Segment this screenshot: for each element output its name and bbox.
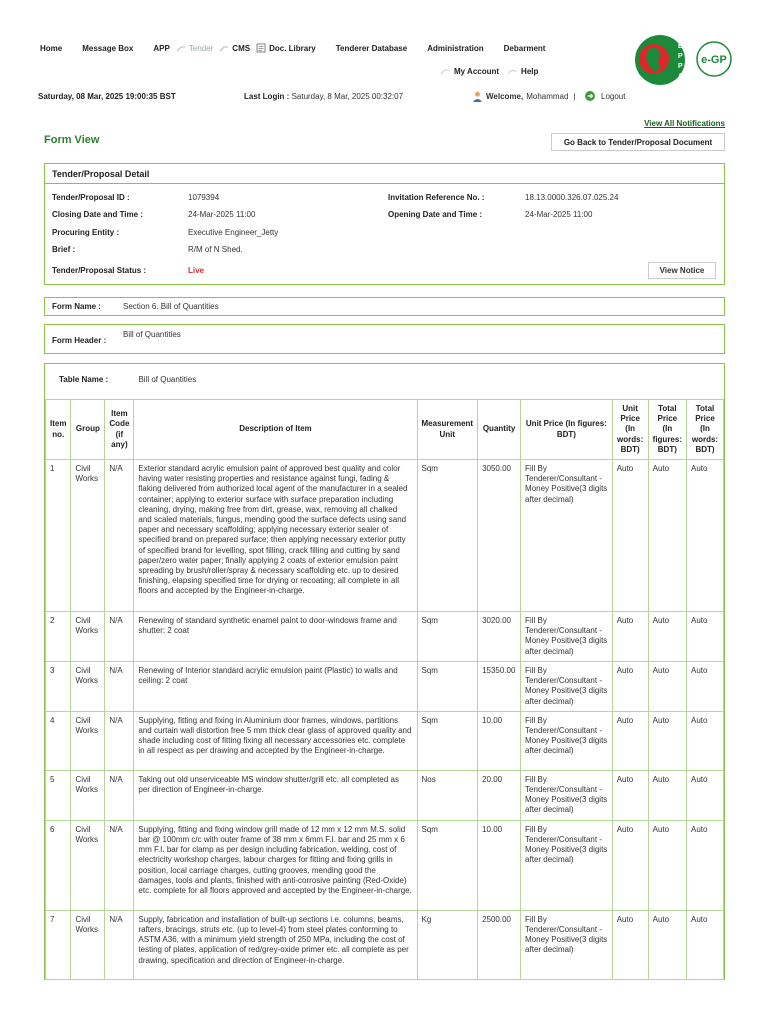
user-icon xyxy=(472,91,483,102)
nav-doc-library-label: Doc. Library xyxy=(269,43,316,53)
cell-group: Civil Works xyxy=(71,662,105,712)
welcome-separator: | xyxy=(573,91,576,101)
cell-item-no: 5 xyxy=(46,770,71,820)
cell-unit-price-words: Auto xyxy=(612,460,648,612)
cell-unit-price-words: Auto xyxy=(612,910,648,979)
cell-description: Taking out old unserviceable MS window shutter/grill etc. all completed as per direction of Engineer-in-charge. xyxy=(134,770,417,820)
nav-help[interactable] xyxy=(507,66,538,76)
invitation-ref-value: 18.13.0000.326.07.025.24 xyxy=(525,193,619,202)
cell-unit-price-words: Auto xyxy=(612,612,648,662)
table-row xyxy=(46,910,724,979)
cell-item-code: N/A xyxy=(105,612,134,662)
table-row xyxy=(46,460,724,612)
closing-date-label: Closing Date and Time : xyxy=(52,210,143,219)
cell-quantity: 10.00 xyxy=(478,820,521,910)
top-navigation xyxy=(40,42,618,54)
header-total-price-words: Total Price (In words: BDT) xyxy=(687,400,724,460)
opening-date-label: Opening Date and Time : xyxy=(388,210,483,219)
cell-unit: Nos xyxy=(417,770,478,820)
header-measurement-unit: Measurement Unit xyxy=(417,400,478,460)
account-icon xyxy=(440,66,450,76)
cell-total-price-words: Auto xyxy=(687,460,724,612)
logo-egp-text: e-GP xyxy=(701,54,727,66)
help-icon xyxy=(507,66,517,76)
cell-unit: Sqm xyxy=(417,711,478,770)
cell-unit-price-words: Auto xyxy=(612,770,648,820)
header-item-no: Item no. xyxy=(46,400,71,460)
procuring-entity-label: Procuring Entity : xyxy=(52,228,120,237)
cell-total-price-words: Auto xyxy=(687,711,724,770)
cell-total-price-figures: Auto xyxy=(648,910,686,979)
cell-item-no: 4 xyxy=(46,711,71,770)
brief-value: R/M of N Shed. xyxy=(188,245,243,254)
sub-navigation xyxy=(440,66,546,76)
cell-unit-price-input[interactable]: Fill By Tenderer/Consultant - Money Positive(3 digits after decimal) xyxy=(521,910,613,979)
header-group: Group xyxy=(71,400,105,460)
tender-status-label: Tender/Proposal Status : xyxy=(52,266,147,275)
cell-unit: Sqm xyxy=(417,460,478,612)
header-quantity: Quantity xyxy=(478,400,521,460)
nav-tenderer-database[interactable]: Tenderer Database xyxy=(335,43,408,53)
brief-label: Brief : xyxy=(52,245,76,254)
nav-administration[interactable]: Administration xyxy=(427,43,484,53)
tender-id-value: 1079394 xyxy=(188,193,220,202)
cell-total-price-figures: Auto xyxy=(648,711,686,770)
cell-item-code: N/A xyxy=(105,711,134,770)
cell-item-no: 2 xyxy=(46,612,71,662)
cell-unit-price-input[interactable]: Fill By Tenderer/Consultant - Money Positive(3 digits after decimal) xyxy=(521,460,613,612)
form-header-panel xyxy=(44,324,725,354)
cell-total-price-figures: Auto xyxy=(648,662,686,712)
header-description: Description of Item xyxy=(134,400,417,460)
cell-unit-price-input[interactable]: Fill By Tenderer/Consultant - Money Positive(3 digits after decimal) xyxy=(521,770,613,820)
form-header-label: Form Header : xyxy=(52,336,107,345)
last-login xyxy=(244,92,403,101)
cell-unit: Kg xyxy=(417,910,478,979)
cell-total-price-words: Auto xyxy=(687,612,724,662)
logout-link[interactable] xyxy=(584,90,625,102)
cell-unit: Sqm xyxy=(417,612,478,662)
cell-group: Civil Works xyxy=(71,711,105,770)
cell-item-code: N/A xyxy=(105,910,134,979)
boq-table xyxy=(45,399,724,980)
procuring-entity-value: Executive Engineer_Jetty xyxy=(188,228,279,237)
logout-icon xyxy=(584,90,596,102)
cell-unit-price-input[interactable]: Fill By Tenderer/Consultant - Money Positive(3 digits after decimal) xyxy=(521,711,613,770)
tender-detail-heading: Tender/Proposal Detail xyxy=(45,164,724,184)
table-row xyxy=(46,662,724,712)
cell-quantity: 2500.00 xyxy=(478,910,521,979)
cell-unit-price-input[interactable]: Fill By Tenderer/Consultant - Money Positive(3 digits after decimal) xyxy=(521,820,613,910)
table-row xyxy=(46,612,724,662)
form-header-value: Bill of Quantities xyxy=(123,330,181,339)
cms-icon xyxy=(219,43,229,53)
info-bar xyxy=(38,90,728,102)
cell-total-price-figures: Auto xyxy=(648,612,686,662)
header-unit-price-figures: Unit Price (In figures: BDT) xyxy=(521,400,613,460)
logo-letter-p1: P xyxy=(678,53,683,60)
cell-description: Supplying, fitting and fixing window grill made of 12 mm x 12 mm M.S. solid bar @ 100mm c/c with outer frame of 38 mm x 6mm F.I. bar and 25 mm x 6 mm F.I. bar for clamp as per design including fabrication, welding, cost of electricity workshop charges, labour charges for fitting and fixing grills in position, local carriage charges, cutting grooves, mending good the damages, tools and plants, finished with anti-corrosive painting (Red-Oxide) etc. complete for all floors approved and accepted by the Engineer-in-charge. xyxy=(134,820,417,910)
welcome-user xyxy=(472,91,576,102)
cell-unit-price-input[interactable]: Fill By Tenderer/Consultant - Money Positive(3 digits after decimal) xyxy=(521,662,613,712)
cell-group: Civil Works xyxy=(71,820,105,910)
form-name-panel xyxy=(44,297,725,316)
header-total-price-figures: Total Price (In figures: BDT) xyxy=(648,400,686,460)
table-name-value: Bill of Quantities xyxy=(138,375,197,384)
cell-item-no: 6 xyxy=(46,820,71,910)
invitation-ref-label: Invitation Reference No. : xyxy=(388,193,485,202)
form-name-label: Form Name : xyxy=(52,302,101,311)
bppa-egp-logo xyxy=(634,34,734,86)
logout-label: Logout xyxy=(601,91,626,101)
cell-group: Civil Works xyxy=(71,910,105,979)
view-notice-button[interactable]: View Notice xyxy=(648,262,716,279)
nav-cms[interactable] xyxy=(219,43,250,53)
opening-date-value: 24-Mar-2025 11:00 xyxy=(525,210,593,219)
cell-item-code: N/A xyxy=(105,770,134,820)
nav-help-label: Help xyxy=(521,66,539,76)
cell-unit-price-input[interactable]: Fill By Tenderer/Consultant - Money Positive(3 digits after decimal) xyxy=(521,612,613,662)
table-header-row xyxy=(46,400,724,460)
table-name-label: Table Name : xyxy=(59,375,109,384)
nav-my-account[interactable] xyxy=(440,66,499,76)
nav-tender[interactable] xyxy=(176,43,213,53)
logo-letter-b: B xyxy=(678,43,684,50)
cell-unit: Sqm xyxy=(417,662,478,712)
cell-total-price-figures: Auto xyxy=(648,460,686,612)
nav-debarment[interactable]: Debarment xyxy=(503,43,546,53)
cell-item-no: 3 xyxy=(46,662,71,712)
bill-of-quantities-panel xyxy=(44,363,725,980)
tender-icon xyxy=(176,43,186,53)
header-item-code: Item Code (if any) xyxy=(105,400,134,460)
view-all-notifications-link[interactable]: View All Notifications xyxy=(644,119,725,128)
cell-group: Civil Works xyxy=(71,460,105,612)
form-name-value: Section 6. Bill of Quantities xyxy=(123,302,219,311)
cell-group: Civil Works xyxy=(71,612,105,662)
cell-item-code: N/A xyxy=(105,460,134,612)
cell-description: Renewing of Interior standard acrylic emulsion paint (Plastic) to walls and ceiling: 2 coat xyxy=(134,662,417,712)
cell-quantity: 10.00 xyxy=(478,711,521,770)
nav-home[interactable]: Home xyxy=(40,43,63,53)
cell-quantity: 20.00 xyxy=(478,770,521,820)
cell-description: Supply, fabrication and installation of built-up sections i.e. columns, beams, rafters, bracings, struts etc. (up to level-4) from steel plates conforming to ASTM A36, with a minimum yield strength of 250 MPa, including the cost of testing of plates, application of red/grey-oxide primer etc. all complete as per drawing, specification and direction of Engineer-in-charge. xyxy=(134,910,417,979)
cell-total-price-figures: Auto xyxy=(648,770,686,820)
nav-cms-label: CMS xyxy=(232,43,251,53)
nav-message-box[interactable]: Message Box xyxy=(82,43,134,53)
current-datetime: Saturday, 08 Mar, 2025 19:00:35 BST xyxy=(38,91,176,101)
cell-unit: Sqm xyxy=(417,820,478,910)
logo-letter-a: A xyxy=(678,73,684,80)
table-row xyxy=(46,770,724,820)
closing-date-value: 24-Mar-2025 11:00 xyxy=(188,210,256,219)
cell-unit-price-words: Auto xyxy=(612,820,648,910)
document-icon xyxy=(256,43,266,53)
cell-total-price-words: Auto xyxy=(687,820,724,910)
cell-description: Exterior standard acrylic emulsion paint of approved best quality and color having water resisting properties and resistance against fungi, fading & flaking delivered from authorized local agent of the manufacturer in a sealed container; applying to exterior surface with surface preparation including cleaning, drying, making free from dirt, grease, wax, removing all chalked and scaled materials, fungus, mending good the surface defects using sand paper and necessary scaffolding; applying necessary exterior sealer of specified brand on prepared surface; then applying necessary exterior putty of specified brand for levelling, spot filling, crack filling and cutting by sand paper/zero water paper; finally applying 2 coats of exterior emulsion paint spreading by brush/roller/spray & necessary scaffolding etc. up to desired finishing, elapsing specified time for drying or recoating; all complete in all floors and accepted by the Engineer-in-charge. xyxy=(134,460,417,612)
cell-item-no: 1 xyxy=(46,460,71,612)
nav-doc-library[interactable] xyxy=(256,43,316,53)
tender-id-label: Tender/Proposal ID : xyxy=(52,193,130,202)
table-name xyxy=(59,375,196,384)
last-login-value: Saturday, 8 Mar, 2025 00:32:07 xyxy=(291,91,404,101)
cell-total-price-words: Auto xyxy=(687,770,724,820)
cell-unit-price-words: Auto xyxy=(612,662,648,712)
cell-total-price-words: Auto xyxy=(687,910,724,979)
tender-detail-panel xyxy=(44,163,725,285)
cell-quantity: 3050.00 xyxy=(478,460,521,612)
last-login-label: Last Login : xyxy=(244,91,290,101)
nav-app[interactable]: APP xyxy=(153,43,170,53)
cell-unit-price-words: Auto xyxy=(612,711,648,770)
user-name: Mohammad xyxy=(526,91,569,101)
header-unit-price-words: Unit Price (In words: BDT) xyxy=(612,400,648,460)
cell-item-code: N/A xyxy=(105,820,134,910)
cell-quantity: 3020.00 xyxy=(478,612,521,662)
cell-total-price-words: Auto xyxy=(687,662,724,712)
page-title: Form View xyxy=(44,134,100,146)
table-row xyxy=(46,820,724,910)
table-row xyxy=(46,711,724,770)
cell-quantity: 15350.00 xyxy=(478,662,521,712)
logo-letter-p2: P xyxy=(678,63,683,70)
cell-item-code: N/A xyxy=(105,662,134,712)
nav-my-account-label: My Account xyxy=(454,66,500,76)
cell-group: Civil Works xyxy=(71,770,105,820)
welcome-label: Welcome, xyxy=(486,91,524,101)
cell-item-no: 7 xyxy=(46,910,71,979)
cell-description: Supplying, fitting and fixing in Aluminium door frames, windows, partitions and curtain wall distortion free 5 mm thick clear glass of approved quality and shade including cost of fitting fixing all necessary accessories etc. complete in all respect as per drawing and accepted by the Engineer-in-charge. xyxy=(134,711,417,770)
tender-status-badge: Live xyxy=(188,266,205,275)
nav-tender-label: Tender xyxy=(188,43,214,53)
back-to-tender-document-button[interactable]: Go Back to Tender/Proposal Document xyxy=(551,133,725,151)
cell-total-price-figures: Auto xyxy=(648,820,686,910)
cell-description: Renewing of standard synthetic enamel paint to door-windows frame and shutter: 2 coat xyxy=(134,612,417,662)
